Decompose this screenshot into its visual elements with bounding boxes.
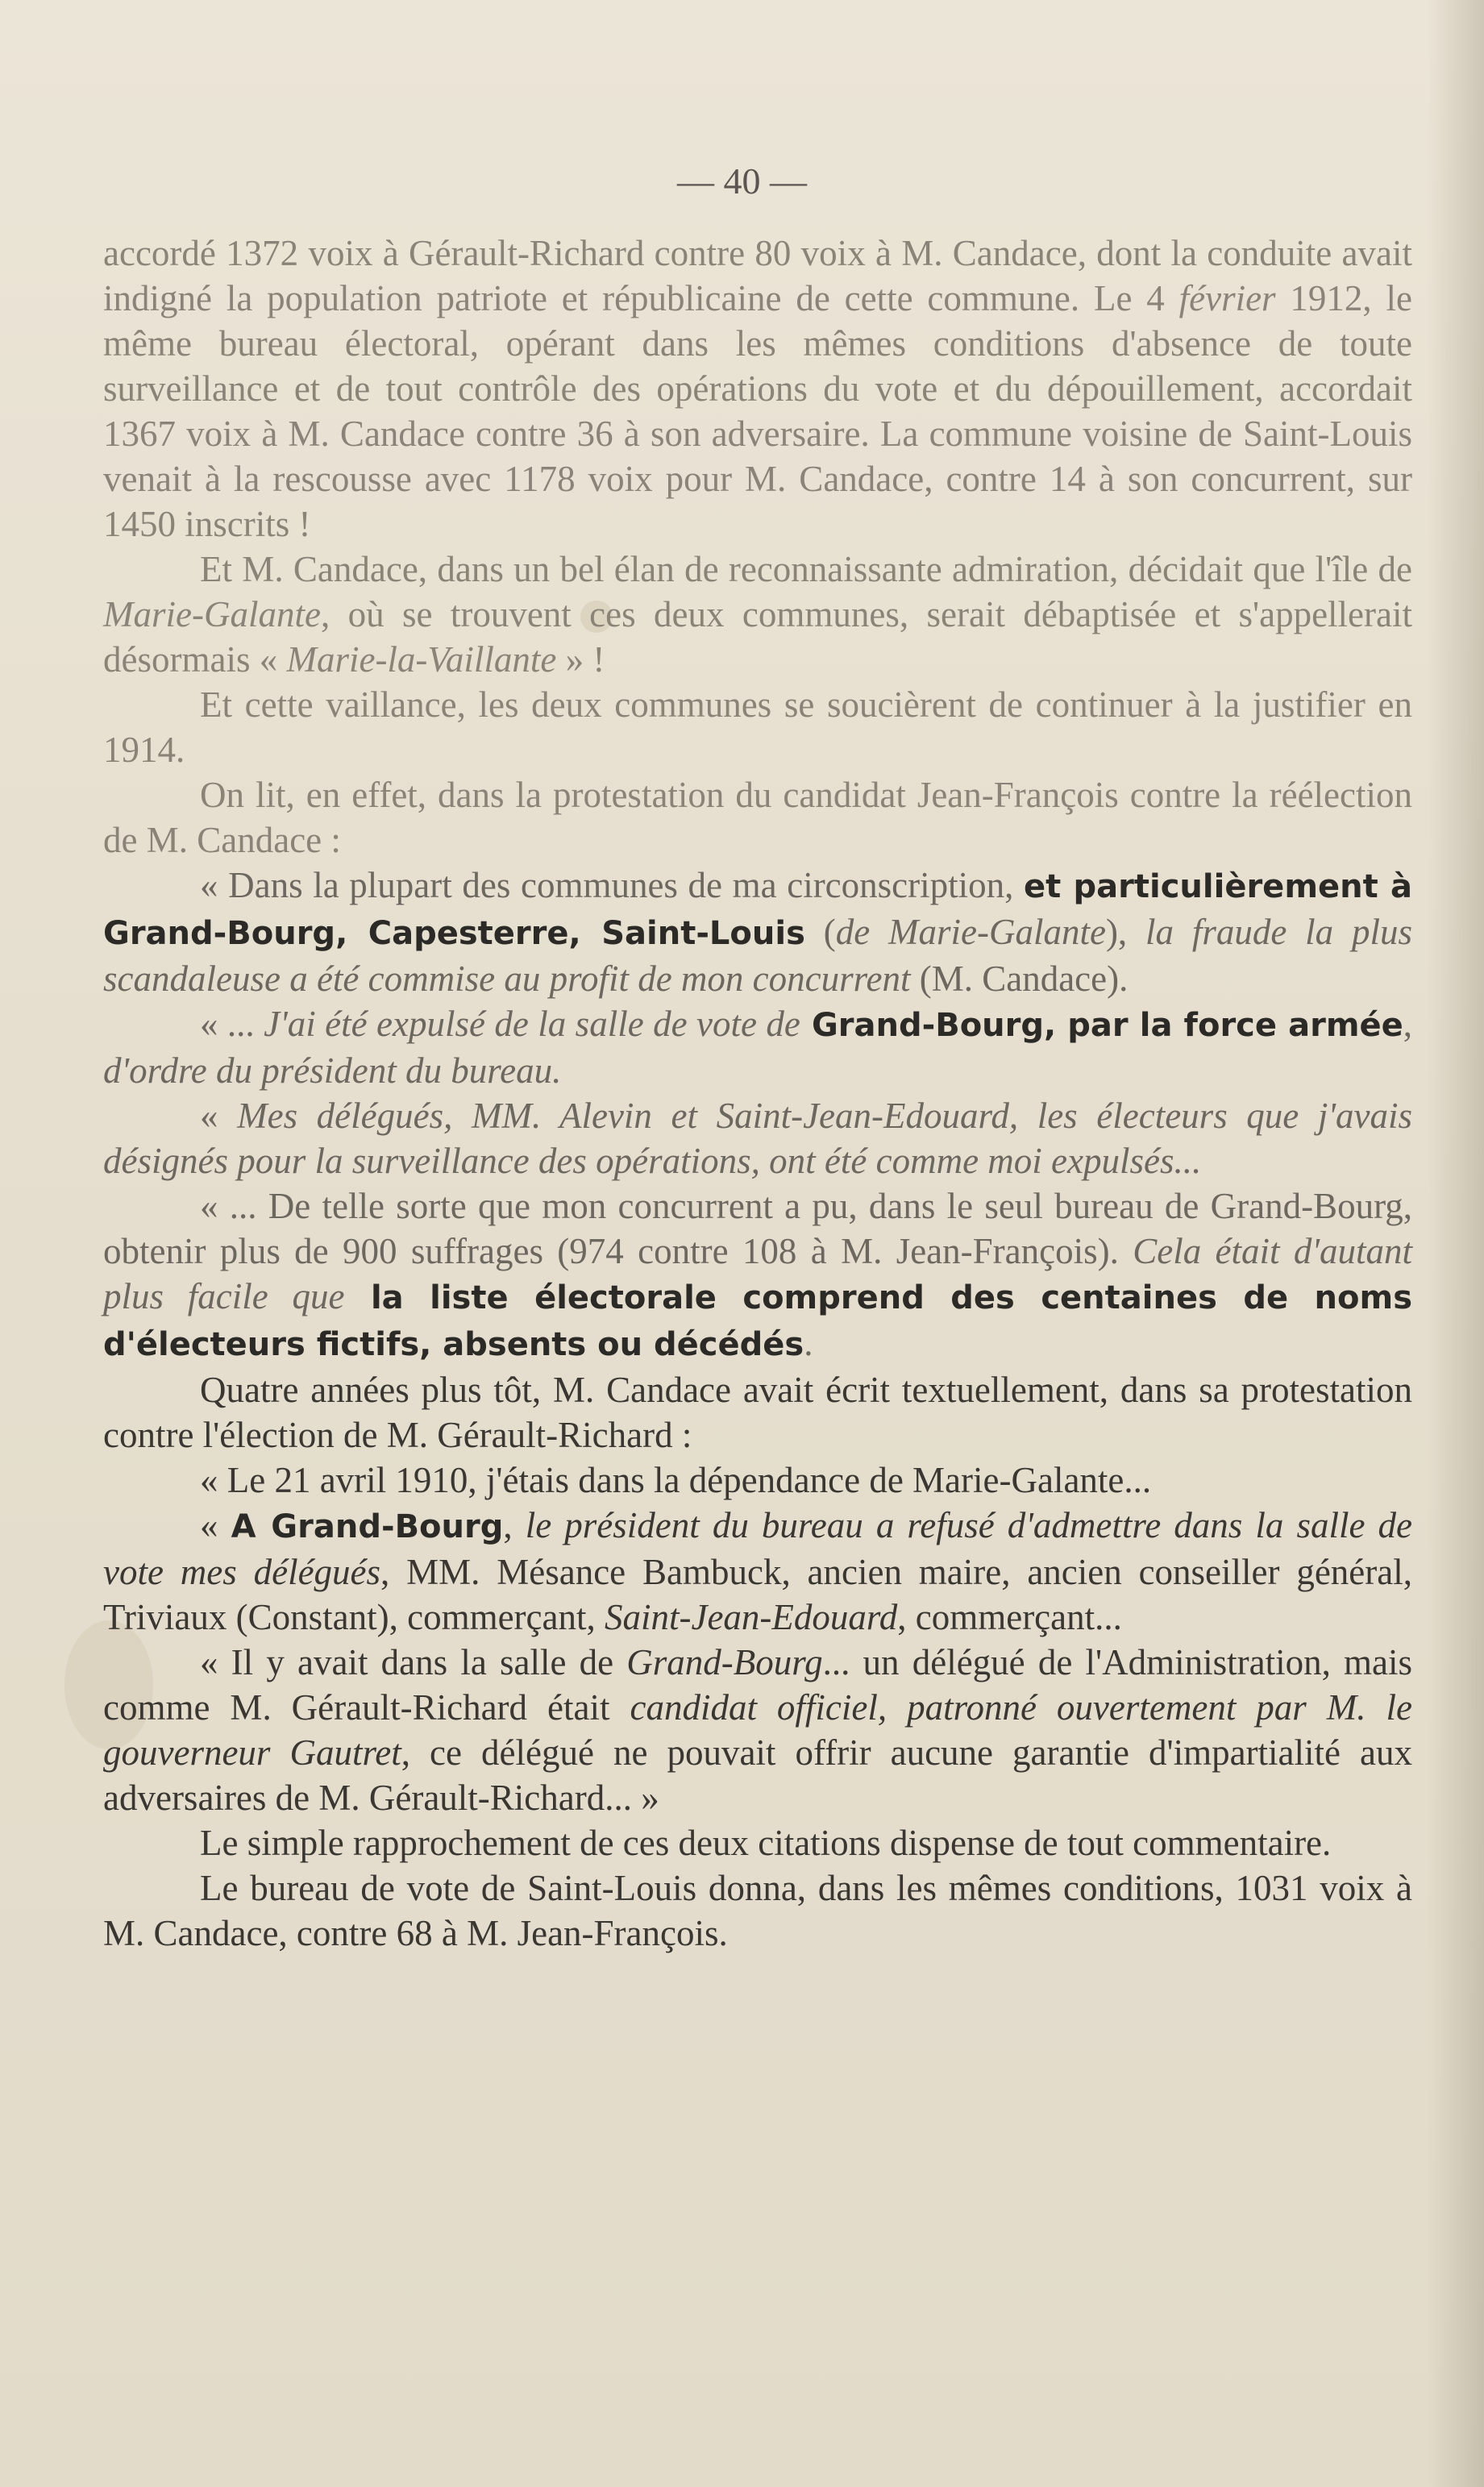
text-run: « ... xyxy=(200,1004,264,1044)
italic-run: candidat officiel, patronné ouvertement par M. le gouverneur Gautret xyxy=(103,1687,1412,1773)
italic-run: le président du bureau a refusé d'admettre dans la salle de vote mes délégués xyxy=(103,1505,1413,1592)
italic-run: d'ordre du président du bureau. xyxy=(103,1050,562,1091)
bold-run: Grand-Bourg, par la force armée xyxy=(800,1007,1403,1044)
bold-run: la liste électorale comprend des centaines de noms d'électeurs fictifs, absents ou décédés xyxy=(103,1279,1412,1363)
text-run: ), xyxy=(1105,912,1145,952)
italic-run: Saint-Jean-Edouard xyxy=(604,1597,898,1637)
paragraph-1 xyxy=(103,231,1412,547)
text-run: ( xyxy=(804,912,836,952)
paragraph-7 xyxy=(103,1093,1412,1183)
text-run: 1912, le même bureau électoral, opérant dans les mêmes conditions d'absence de toute surveillance et de tout contrôle des opérations du vote et du dépouillement, accordait 1367 voix à M. Candace contre 36 à son adversaire. La commune voisine de Saint-Louis venait à la rescousse avec 1178 voix pour M. Candace, contre 14 à son concurrent, sur 1450 inscrits ! xyxy=(103,278,1412,544)
italic-run: Marie-la-Vaillante xyxy=(286,639,557,680)
italic-run: J'ai été expulsé de la salle de vote de xyxy=(264,1004,800,1044)
paragraph-10: « Le 21 avril 1910, j'étais dans la dépendance de Marie-Galante... xyxy=(200,1460,1152,1500)
text-run: (M. Candace). xyxy=(910,959,1129,999)
text-run: , xyxy=(503,1505,526,1545)
text-run: « xyxy=(200,1505,231,1545)
page-number: — 40 — xyxy=(677,160,807,202)
paragraph-12 xyxy=(103,1640,1412,1820)
paragraph-6 xyxy=(103,1001,1412,1093)
text-run: « ... De telle sorte que mon concurrent a pu, dans le seul bureau de Grand-Bourg, obtenir plus de 900 suffrages (974 contre 108 à M. Jean-François). xyxy=(103,1186,1412,1271)
text-run: . xyxy=(804,1323,813,1363)
paragraph-14: Le bureau de vote de Saint-Louis donna, dans les mêmes conditions, 1031 voix à M. Candace, contre 68 à M. Jean-François. xyxy=(103,1868,1412,1953)
bold-run: et particulièrement à Grand-Bourg, Capesterre, Saint-Louis xyxy=(103,868,1413,952)
paragraph-9: Quatre années plus tôt, M. Candace avait écrit textuellement, dans sa protestation contre l'élection de M. Gérault-Richard : xyxy=(103,1370,1412,1455)
text-run: accordé 1372 voix à Gérault-Richard contre 80 voix à M. Candace, dont la conduite avait indigné la population patriote et républicaine de cette commune. Le 4 xyxy=(103,233,1412,318)
bold-run: A Grand-Bourg xyxy=(231,1508,504,1545)
italic-run: Mes délégués, MM. Alevin et Saint-Jean-Edouard, les électeurs que j'avais désignés pour la surveillance des opérations, ont été comme moi expulsés... xyxy=(103,1096,1412,1181)
text-run: , commerçant... xyxy=(897,1597,1122,1637)
italic-run: de Marie-Galante xyxy=(835,912,1106,952)
italic-run: Cela était d'autant plus facile que xyxy=(103,1231,1412,1316)
italic-run: février xyxy=(1178,278,1276,318)
text-run: « Dans la plupart des communes de ma circonscription, xyxy=(200,865,1024,905)
text-run: , où se trouvent ces deux communes, serait débaptisée et s'appellerait désormais « xyxy=(103,594,1412,680)
italic-run: Grand-Bourg xyxy=(626,1642,823,1682)
text-run: « xyxy=(200,1096,238,1136)
paragraph-2 xyxy=(103,547,1412,682)
body-text xyxy=(103,231,1412,1956)
italic-run: Marie-Galante xyxy=(103,594,321,634)
text-run: « Il y avait dans la salle de xyxy=(200,1642,627,1682)
text-run: » ! xyxy=(556,639,605,680)
paragraph-4: On lit, en effet, dans la protestation du candidat Jean-François contre la réélection de M. Candace : xyxy=(103,775,1412,860)
text-run: , xyxy=(1403,1004,1413,1044)
paragraph-8 xyxy=(103,1183,1412,1367)
text-run: , ce délégué ne pouvait offrir aucune garantie d'impartialité aux adversaires de M. Gérault-Richard... » xyxy=(103,1732,1412,1818)
italic-run: la fraude la plus scandaleuse a été commise au profit de mon concurrent xyxy=(103,912,1412,999)
text-run: ... un délégué de l'Administration, mais comme M. Gérault-Richard était xyxy=(103,1642,1412,1728)
text-run: Et M. Candace, dans un bel élan de reconnaissante admiration, décidait que l'île de xyxy=(200,549,1412,589)
paragraph-5 xyxy=(103,863,1412,1001)
paragraph-3: Et cette vaillance, les deux communes se soucièrent de continuer à la justifier en 1914. xyxy=(103,684,1412,770)
text-run: , MM. Mésance Bambuck, ancien maire, ancien conseiller général, Triviaux (Constant), commerçant, xyxy=(103,1552,1412,1637)
paragraph-13: Le simple rapprochement de ces deux citations dispense de tout commentaire. xyxy=(200,1823,1332,1863)
paragraph-11 xyxy=(103,1503,1412,1640)
